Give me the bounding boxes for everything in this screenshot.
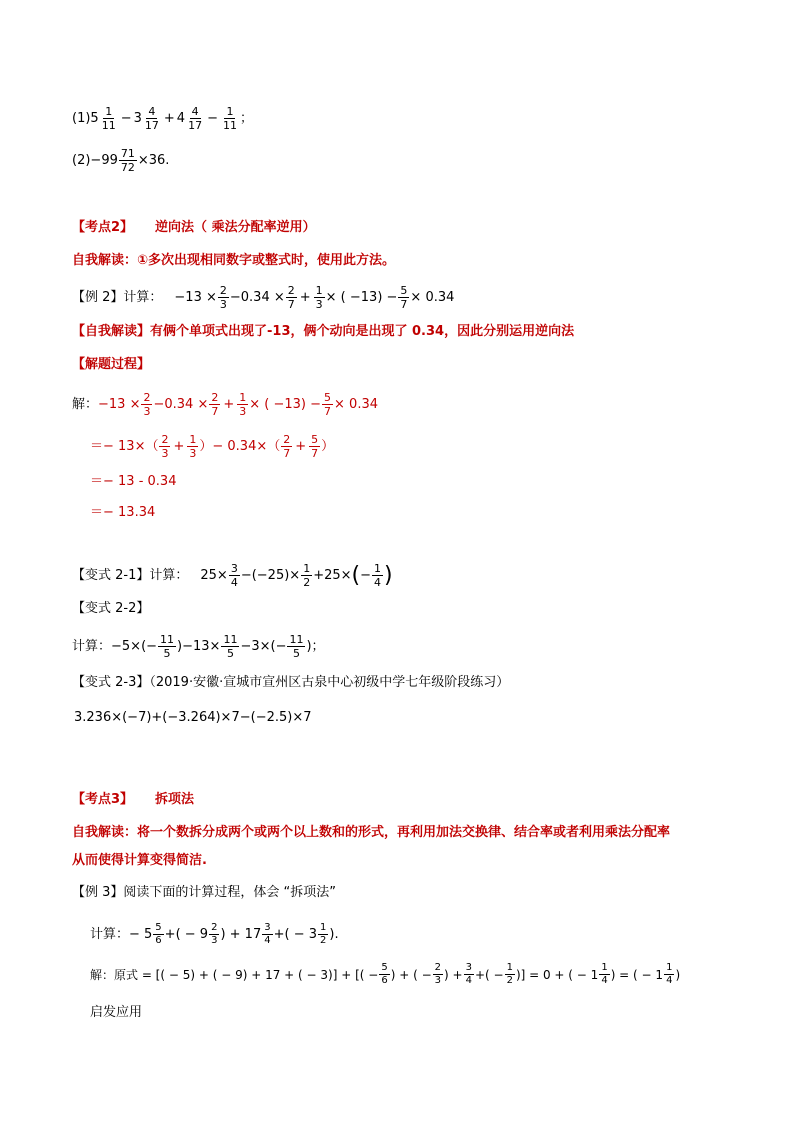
- operator: +: [295, 438, 307, 454]
- math-term: 25×: [200, 567, 228, 583]
- fraction: [229, 562, 240, 589]
- math-term: ): [675, 967, 681, 982]
- numerator: 71: [120, 147, 135, 160]
- denominator: 72: [120, 161, 135, 174]
- math-term: ＝− 13×（: [90, 438, 159, 454]
- fraction: [141, 391, 152, 418]
- denominator: 6: [155, 935, 162, 946]
- numerator: 1: [239, 391, 247, 404]
- paren: ): [384, 562, 393, 588]
- numerator: 3: [230, 562, 238, 575]
- math-term: −99: [90, 152, 118, 168]
- problem-2: [72, 147, 169, 174]
- math-term: ）− 0.34×（: [199, 438, 281, 454]
- fraction: [398, 284, 409, 311]
- math-term: −3×(−: [240, 638, 287, 654]
- section-heading-kaodian2: [72, 218, 316, 238]
- math-term: × 0.34: [334, 396, 379, 412]
- process-tag: 【解题过程】: [72, 357, 151, 372]
- denominator: 3: [219, 298, 227, 311]
- math-term: −5×(−: [111, 638, 158, 654]
- math-term: +( − 9: [164, 926, 209, 942]
- math-term: ×36: [137, 152, 166, 168]
- fraction: [599, 962, 609, 987]
- denominator: 5: [226, 647, 234, 660]
- fraction: [379, 962, 389, 987]
- fraction: [281, 433, 292, 460]
- solution-line-3: ＝− 13 - 0.34: [90, 474, 177, 489]
- example-3-tag: 【例 3】阅读下面的计算过程，体会 “拆项法”: [72, 885, 337, 900]
- math-term: −0.34 ×: [229, 289, 285, 305]
- numerator: 5: [400, 284, 408, 297]
- fraction: [301, 562, 312, 589]
- fraction: [159, 433, 170, 460]
- problem-label: (2): [72, 152, 91, 168]
- variant-2-3-expr: 3.236×(−7)+(−3.264)×7−(−2.5)×7: [74, 710, 312, 725]
- fraction: [262, 922, 272, 947]
- denominator: 4: [601, 975, 608, 986]
- math-term: 4: [176, 110, 186, 126]
- numerator: 5: [381, 962, 388, 973]
- numerator: 1: [189, 433, 197, 446]
- numerator: 1: [320, 922, 327, 933]
- fraction: [100, 105, 118, 132]
- numerator: 2: [283, 433, 291, 446]
- numerator: 3: [264, 922, 271, 933]
- denominator: 3: [189, 447, 197, 460]
- numerator: 5: [155, 922, 162, 933]
- denominator: 3: [161, 447, 169, 460]
- math-term: +( − 3: [273, 926, 318, 942]
- variant-2-2: [72, 633, 325, 660]
- denominator: 7: [311, 447, 319, 460]
- denominator: 3: [239, 405, 247, 418]
- fraction: [209, 922, 219, 947]
- numerator: 1: [374, 562, 382, 575]
- denominator: 2: [303, 576, 311, 589]
- math-term: −13 ×: [174, 289, 217, 305]
- math-term: ) = ( − 1: [610, 967, 664, 982]
- variant-2-3-tag: 【变式 2-3】（2019·安徽·宣城市宣州区古泉中心初级中学七年级阶段练习）: [72, 675, 510, 690]
- numerator: 1: [303, 562, 311, 575]
- numerator: 3: [465, 962, 472, 973]
- section-tag: 【考点3】: [72, 792, 134, 807]
- fraction: [318, 922, 328, 947]
- fraction: [322, 391, 333, 418]
- math-term: +25×: [313, 567, 352, 583]
- math-term: −(−25)×: [240, 567, 301, 583]
- operator: +: [299, 289, 311, 305]
- fraction: [221, 633, 239, 660]
- denominator: 7: [211, 405, 219, 418]
- denominator: 7: [400, 298, 408, 311]
- math-term: ).: [329, 926, 339, 942]
- numerator: 2: [211, 391, 219, 404]
- denominator: 6: [381, 975, 388, 986]
- operator: −: [360, 567, 372, 583]
- fraction: [143, 105, 161, 132]
- denominator: 11: [222, 119, 237, 132]
- math-term: )] = 0 + ( − 1: [515, 967, 599, 982]
- fraction: [153, 922, 163, 947]
- fraction: [186, 105, 204, 132]
- numerator: 11: [223, 633, 238, 646]
- variant-2-1: [72, 562, 393, 589]
- example-3-calc: [90, 922, 339, 947]
- fraction: [433, 962, 443, 987]
- denominator: 5: [163, 647, 171, 660]
- solution-label: 解：: [72, 396, 99, 412]
- denominator: 5: [292, 647, 300, 660]
- apply-label: 启发应用: [90, 1005, 143, 1020]
- solution-line-4: ＝− 13.34: [90, 505, 156, 520]
- numerator: 2: [161, 433, 169, 446]
- math-term: −13 ×: [98, 396, 141, 412]
- self-read-line-1: 自我解读：将一个数拆分成两个或两个以上数和的形式，再利用加法交换律、结合率或者利用乘法分配率: [72, 825, 671, 840]
- denominator: 11: [101, 119, 116, 132]
- fraction: [287, 633, 305, 660]
- denominator: 7: [324, 405, 332, 418]
- fraction: [218, 284, 229, 311]
- math-term: )−13×: [177, 638, 221, 654]
- math-term: +( −: [474, 967, 504, 982]
- math-term: ) + ( −: [390, 967, 432, 982]
- denominator: 3: [143, 405, 151, 418]
- math-term: × ( −13) −: [325, 289, 398, 305]
- numerator: 2: [434, 962, 442, 973]
- numerator: 5: [311, 433, 319, 446]
- fraction: [664, 962, 674, 987]
- denominator: 7: [287, 298, 295, 311]
- denominator: 3: [315, 298, 323, 311]
- math-term: −0.34 ×: [153, 396, 209, 412]
- math-term: )；: [306, 638, 325, 654]
- math-term: × 0.34: [410, 289, 455, 305]
- solution-line-1: [72, 391, 378, 418]
- denominator: 17: [144, 119, 159, 132]
- variant-2-2-tag: 【变式 2-2】: [72, 601, 150, 616]
- operator: +: [173, 438, 185, 454]
- denominator: 3: [434, 975, 442, 986]
- denominator: 4: [374, 576, 382, 589]
- denominator: 4: [465, 975, 472, 986]
- paren: (: [351, 562, 361, 588]
- fraction: [505, 962, 515, 987]
- section-heading-kaodian3: [72, 790, 194, 810]
- denominator: 7: [283, 447, 291, 460]
- denominator: 2: [320, 935, 327, 946]
- numerator: 1: [315, 284, 323, 297]
- math-term: ) +: [444, 967, 463, 982]
- fraction: [314, 284, 325, 311]
- example-tag: 【例 2】计算：: [72, 289, 163, 305]
- section-title: 拆项法: [155, 792, 195, 807]
- math-term: 解：原式 = [( − 5) + ( − 9) + 17 + ( − 3)] + [( −: [90, 967, 379, 982]
- section-tag: 【考点2】: [72, 220, 134, 235]
- numerator: 2: [143, 391, 151, 404]
- denominator: 4: [230, 576, 238, 589]
- example-2: [72, 284, 454, 311]
- math-term: ）: [321, 438, 335, 454]
- math-term: 3: [133, 110, 142, 126]
- numerator: 2: [219, 284, 227, 297]
- analysis-line: 【自我解读】有俩个单项式出现了-13，俩个动向是出现了 0.34，因此分别运用逆向法: [72, 324, 575, 339]
- fraction: [158, 633, 176, 660]
- self-read-line-2: 从而使得计算变得简洁.: [72, 853, 207, 868]
- numerator: 1: [666, 962, 673, 973]
- fraction: [372, 562, 383, 589]
- self-read-line: 自我解读：①多次出现相同数字或整式时，使用此方法。: [72, 253, 396, 268]
- denominator: 2: [506, 975, 513, 986]
- fraction: [187, 433, 198, 460]
- fraction: [209, 391, 220, 418]
- numerator: 2: [211, 922, 218, 933]
- math-term: 计算：− 5: [90, 926, 153, 942]
- punctuation: .: [165, 152, 170, 168]
- fraction: [119, 147, 137, 174]
- numerator: 1: [226, 105, 234, 118]
- numerator: 1: [601, 962, 608, 973]
- numerator: 4: [148, 105, 156, 118]
- fraction: [286, 284, 297, 311]
- denominator: 4: [264, 935, 271, 946]
- numerator: 5: [324, 391, 332, 404]
- operator: −: [120, 110, 132, 126]
- math-term: × ( −13) −: [249, 396, 322, 412]
- fraction: [221, 105, 239, 132]
- numerator: 11: [160, 633, 175, 646]
- denominator: 17: [188, 119, 203, 132]
- numerator: 1: [105, 105, 113, 118]
- section-title: 逆向法（ 乘法分配率逆用）: [155, 220, 316, 235]
- example-3-solution: [90, 962, 680, 987]
- math-term: ) + 17: [220, 926, 262, 942]
- math-term: 5: [90, 110, 99, 126]
- fraction: [464, 962, 474, 987]
- numerator: 4: [191, 105, 199, 118]
- numerator: 11: [289, 633, 304, 646]
- denominator: 4: [666, 975, 673, 986]
- numerator: 1: [506, 962, 513, 973]
- fraction: [237, 391, 248, 418]
- punctuation: ；: [239, 110, 253, 126]
- variant-tag: 【变式 2-1】计算：: [72, 567, 189, 583]
- operator: +: [163, 110, 175, 126]
- calc-label: 计算：: [72, 638, 112, 654]
- solution-line-2: [90, 433, 334, 460]
- denominator: 3: [211, 935, 218, 946]
- numerator: 2: [287, 284, 295, 297]
- operator: +: [223, 396, 235, 412]
- fraction: [309, 433, 320, 460]
- problem-1: [72, 105, 253, 132]
- problem-label: (1): [72, 110, 91, 126]
- operator: −: [207, 110, 218, 126]
